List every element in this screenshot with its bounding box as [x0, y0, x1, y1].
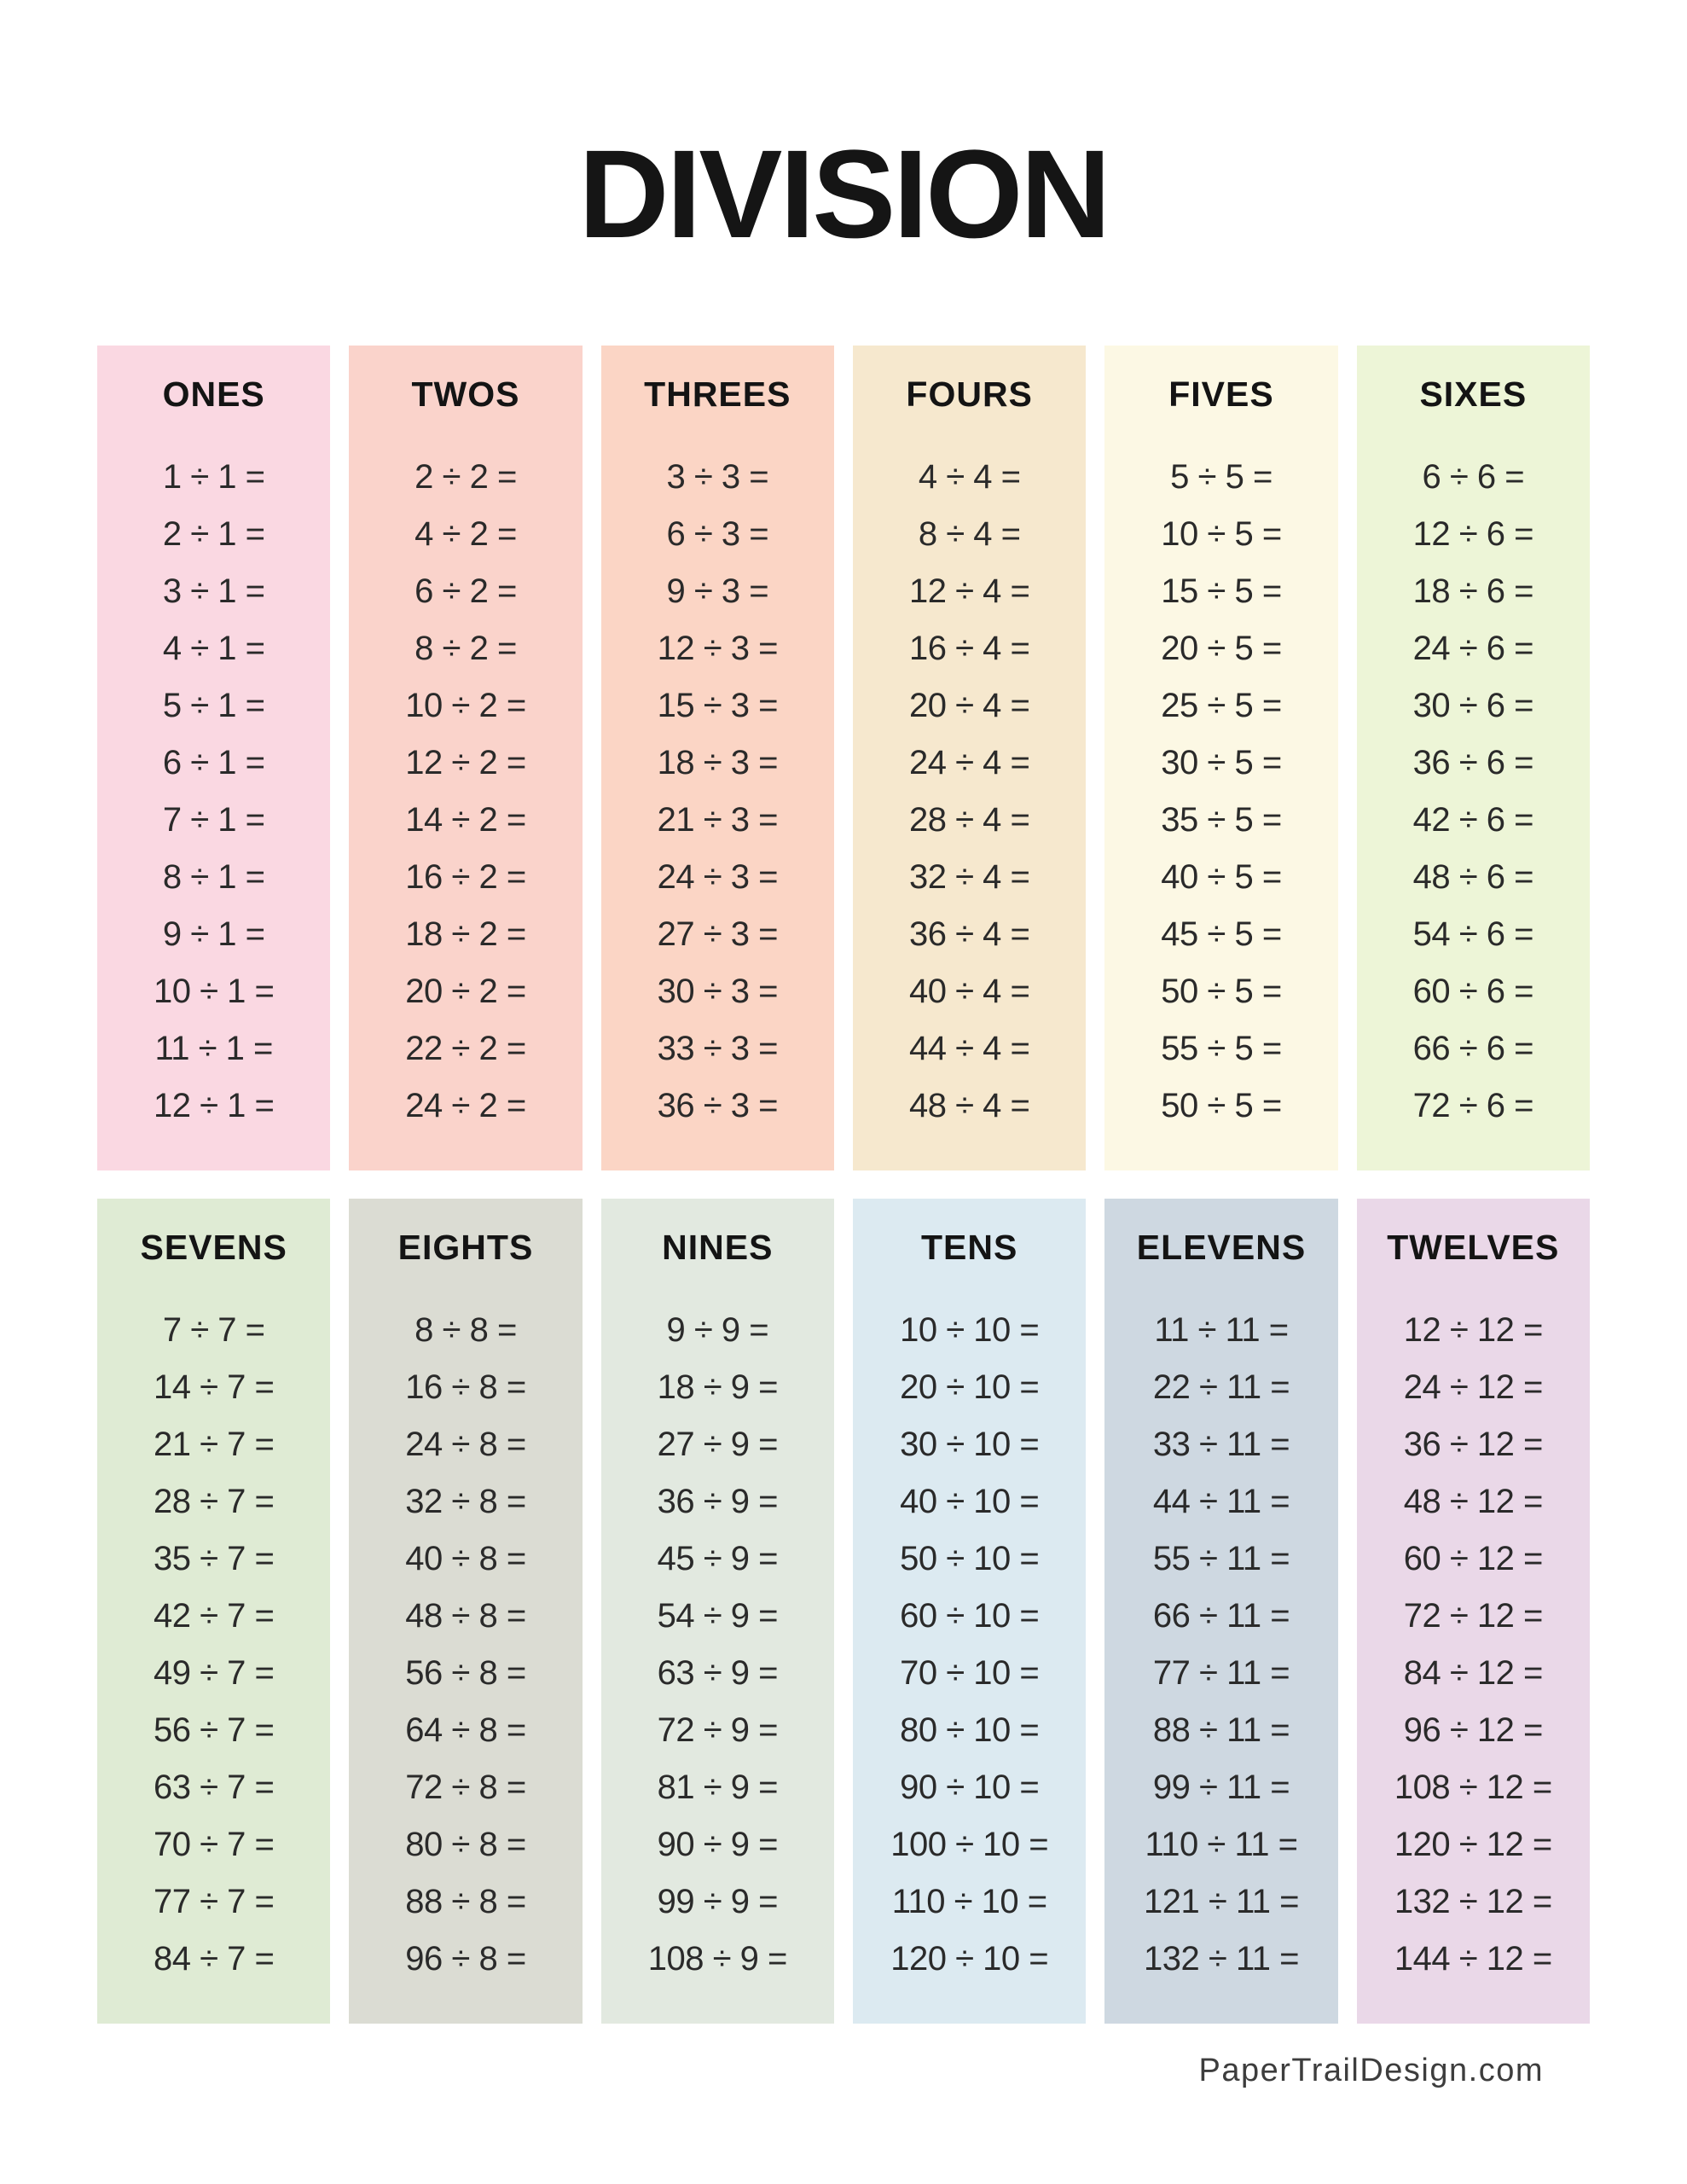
equation: 35 ÷ 7 =	[153, 1540, 275, 1577]
equation: 132 ÷ 12 =	[1394, 1883, 1552, 1920]
equation: 12 ÷ 6 =	[1412, 515, 1534, 553]
equation: 11 ÷ 1 =	[154, 1030, 273, 1067]
table-column-ones	[97, 346, 330, 1170]
equation: 9 ÷ 1 =	[162, 915, 265, 953]
equation: 48 ÷ 4 =	[908, 1087, 1030, 1124]
equation: 30 ÷ 5 =	[1161, 744, 1282, 781]
equation: 24 ÷ 3 =	[657, 858, 779, 896]
equation-list	[853, 1302, 1086, 1988]
equation: 9 ÷ 3 =	[666, 572, 769, 610]
equation-list	[349, 449, 582, 1135]
equation-list	[97, 449, 330, 1135]
equation: 14 ÷ 2 =	[405, 801, 526, 839]
table-column-threes	[601, 346, 834, 1170]
column-header: EIGHTS	[397, 1228, 534, 1267]
equation: 6 ÷ 1 =	[162, 744, 265, 781]
equation: 36 ÷ 4 =	[908, 915, 1030, 953]
division-tables-grid	[97, 346, 1590, 2024]
equation: 36 ÷ 12 =	[1403, 1426, 1543, 1463]
equation: 10 ÷ 2 =	[405, 687, 526, 724]
footer-credit: PaperTrailDesign.com	[1198, 2053, 1544, 2088]
equation: 77 ÷ 11 =	[1152, 1654, 1290, 1692]
equation: 132 ÷ 11 =	[1144, 1940, 1299, 1978]
equation: 22 ÷ 2 =	[405, 1030, 526, 1067]
equation: 80 ÷ 10 =	[900, 1711, 1040, 1749]
equation: 45 ÷ 9 =	[657, 1540, 779, 1577]
equation: 50 ÷ 5 =	[1161, 973, 1282, 1010]
equation-list	[97, 1302, 330, 1988]
equation: 72 ÷ 6 =	[1412, 1087, 1534, 1124]
equation-list	[1357, 1302, 1590, 1988]
equation: 110 ÷ 11 =	[1145, 1826, 1298, 1863]
equation: 40 ÷ 10 =	[900, 1483, 1040, 1520]
equation: 20 ÷ 5 =	[1161, 630, 1282, 667]
equation: 36 ÷ 3 =	[657, 1087, 779, 1124]
column-header: ONES	[162, 375, 265, 414]
equation: 70 ÷ 10 =	[900, 1654, 1040, 1692]
equation: 12 ÷ 1 =	[153, 1087, 275, 1124]
equation: 63 ÷ 7 =	[153, 1769, 275, 1806]
equation: 25 ÷ 5 =	[1161, 687, 1282, 724]
table-column-eights	[349, 1199, 582, 2024]
equation: 3 ÷ 3 =	[666, 458, 769, 496]
equation: 64 ÷ 8 =	[405, 1711, 526, 1749]
equation: 4 ÷ 1 =	[162, 630, 265, 667]
equation: 40 ÷ 8 =	[405, 1540, 526, 1577]
equation: 88 ÷ 11 =	[1152, 1711, 1290, 1749]
table-column-twos	[349, 346, 582, 1170]
equation: 48 ÷ 12 =	[1403, 1483, 1543, 1520]
equation: 10 ÷ 1 =	[153, 973, 275, 1010]
equation: 28 ÷ 7 =	[153, 1483, 275, 1520]
table-column-fives	[1104, 346, 1337, 1170]
equation: 81 ÷ 9 =	[657, 1769, 779, 1806]
equation: 44 ÷ 4 =	[908, 1030, 1030, 1067]
equation: 6 ÷ 6 =	[1422, 458, 1525, 496]
equation: 55 ÷ 11 =	[1152, 1540, 1290, 1577]
equation: 18 ÷ 3 =	[657, 744, 779, 781]
equation: 72 ÷ 9 =	[657, 1711, 779, 1749]
equation: 21 ÷ 3 =	[657, 801, 779, 839]
column-header: FOURS	[906, 375, 1033, 414]
equation: 66 ÷ 11 =	[1152, 1597, 1290, 1635]
equation: 35 ÷ 5 =	[1161, 801, 1282, 839]
equation: 50 ÷ 10 =	[900, 1540, 1040, 1577]
equation: 21 ÷ 7 =	[153, 1426, 275, 1463]
equation: 84 ÷ 12 =	[1403, 1654, 1543, 1692]
equation: 10 ÷ 10 =	[900, 1311, 1040, 1349]
equation: 48 ÷ 8 =	[405, 1597, 526, 1635]
equation: 30 ÷ 10 =	[900, 1426, 1040, 1463]
equation: 100 ÷ 10 =	[890, 1826, 1049, 1863]
equation: 22 ÷ 11 =	[1152, 1368, 1290, 1406]
column-header: SEVENS	[140, 1228, 287, 1267]
equation: 108 ÷ 9 =	[647, 1940, 787, 1978]
equation: 60 ÷ 10 =	[900, 1597, 1040, 1635]
table-column-sixes	[1357, 346, 1590, 1170]
equation: 30 ÷ 3 =	[657, 973, 779, 1010]
equation: 12 ÷ 4 =	[908, 572, 1030, 610]
equation: 70 ÷ 7 =	[153, 1826, 275, 1863]
equation-list	[601, 1302, 834, 1988]
equation: 4 ÷ 2 =	[415, 515, 517, 553]
equation: 72 ÷ 8 =	[405, 1769, 526, 1806]
equation: 20 ÷ 2 =	[405, 973, 526, 1010]
equation: 8 ÷ 8 =	[415, 1311, 517, 1349]
column-header: TWELVES	[1387, 1228, 1560, 1267]
equation: 99 ÷ 11 =	[1152, 1769, 1290, 1806]
equation: 40 ÷ 5 =	[1161, 858, 1282, 896]
equation: 90 ÷ 9 =	[657, 1826, 779, 1863]
table-column-nines	[601, 1199, 834, 2024]
equation-list	[349, 1302, 582, 1988]
equation: 56 ÷ 7 =	[153, 1711, 275, 1749]
equation-list	[1357, 449, 1590, 1135]
equation: 33 ÷ 3 =	[657, 1030, 779, 1067]
equation: 48 ÷ 6 =	[1412, 858, 1534, 896]
equation: 1 ÷ 1 =	[162, 458, 265, 496]
table-column-twelves	[1357, 1199, 1590, 2024]
equation: 27 ÷ 3 =	[657, 915, 779, 953]
equation-list	[1104, 449, 1337, 1135]
equation: 96 ÷ 12 =	[1403, 1711, 1543, 1749]
equation: 60 ÷ 12 =	[1403, 1540, 1543, 1577]
equation: 40 ÷ 4 =	[908, 973, 1030, 1010]
equation: 72 ÷ 12 =	[1403, 1597, 1543, 1635]
equation: 33 ÷ 11 =	[1152, 1426, 1290, 1463]
equation: 11 ÷ 11 =	[1154, 1311, 1289, 1349]
equation: 16 ÷ 2 =	[405, 858, 526, 896]
equation: 16 ÷ 4 =	[908, 630, 1030, 667]
equation: 30 ÷ 6 =	[1412, 687, 1534, 724]
equation: 6 ÷ 2 =	[415, 572, 517, 610]
equation: 5 ÷ 1 =	[162, 687, 265, 724]
equation: 12 ÷ 2 =	[405, 744, 526, 781]
column-header: ELEVENS	[1136, 1228, 1307, 1267]
equation: 18 ÷ 6 =	[1412, 572, 1534, 610]
equation-list	[853, 449, 1086, 1135]
equation: 27 ÷ 9 =	[657, 1426, 779, 1463]
equation: 12 ÷ 3 =	[657, 630, 779, 667]
equation: 54 ÷ 9 =	[657, 1597, 779, 1635]
equation: 36 ÷ 9 =	[657, 1483, 779, 1520]
equation: 42 ÷ 7 =	[153, 1597, 275, 1635]
equation: 54 ÷ 6 =	[1412, 915, 1534, 953]
equation: 16 ÷ 8 =	[405, 1368, 526, 1406]
equation: 44 ÷ 11 =	[1152, 1483, 1290, 1520]
equation: 24 ÷ 12 =	[1403, 1368, 1543, 1406]
equation: 28 ÷ 4 =	[908, 801, 1030, 839]
column-header: TENS	[920, 1228, 1018, 1267]
page-title: DIVISION	[578, 125, 1109, 264]
equation: 18 ÷ 2 =	[405, 915, 526, 953]
equation: 63 ÷ 9 =	[657, 1654, 779, 1692]
equation: 96 ÷ 8 =	[405, 1940, 526, 1978]
equation: 10 ÷ 5 =	[1161, 515, 1282, 553]
equation: 99 ÷ 9 =	[657, 1883, 779, 1920]
equation: 2 ÷ 2 =	[415, 458, 517, 496]
equation-list	[601, 449, 834, 1135]
equation: 32 ÷ 8 =	[405, 1483, 526, 1520]
equation: 42 ÷ 6 =	[1412, 801, 1534, 839]
table-column-elevens	[1104, 1199, 1337, 2024]
equation: 88 ÷ 8 =	[405, 1883, 526, 1920]
equation: 60 ÷ 6 =	[1412, 973, 1534, 1010]
equation: 144 ÷ 12 =	[1394, 1940, 1552, 1978]
equation: 55 ÷ 5 =	[1161, 1030, 1282, 1067]
equation: 110 ÷ 10 =	[891, 1883, 1047, 1920]
equation-list	[1104, 1302, 1337, 1988]
equation: 77 ÷ 7 =	[153, 1883, 275, 1920]
equation: 8 ÷ 4 =	[918, 515, 1021, 553]
column-header: NINES	[662, 1228, 774, 1267]
equation: 3 ÷ 1 =	[162, 572, 265, 610]
equation: 15 ÷ 3 =	[657, 687, 779, 724]
equation: 2 ÷ 1 =	[162, 515, 265, 553]
equation: 5 ÷ 5 =	[1170, 458, 1272, 496]
column-header: SIXES	[1419, 375, 1528, 414]
equation: 49 ÷ 7 =	[153, 1654, 275, 1692]
equation: 36 ÷ 6 =	[1412, 744, 1534, 781]
equation: 121 ÷ 11 =	[1144, 1883, 1299, 1920]
equation: 20 ÷ 4 =	[908, 687, 1030, 724]
equation: 90 ÷ 10 =	[900, 1769, 1040, 1806]
column-header: FIVES	[1168, 375, 1274, 414]
equation: 50 ÷ 5 =	[1161, 1087, 1282, 1124]
equation: 15 ÷ 5 =	[1161, 572, 1282, 610]
equation: 7 ÷ 7 =	[162, 1311, 265, 1349]
equation: 120 ÷ 12 =	[1394, 1826, 1552, 1863]
column-header: THREES	[644, 375, 791, 414]
equation: 120 ÷ 10 =	[890, 1940, 1049, 1978]
equation: 108 ÷ 12 =	[1394, 1769, 1552, 1806]
equation: 7 ÷ 1 =	[162, 801, 265, 839]
equation: 45 ÷ 5 =	[1161, 915, 1282, 953]
equation: 80 ÷ 8 =	[405, 1826, 526, 1863]
equation: 4 ÷ 4 =	[918, 458, 1021, 496]
column-header: TWOS	[411, 375, 520, 414]
equation: 24 ÷ 6 =	[1412, 630, 1534, 667]
equation: 66 ÷ 6 =	[1412, 1030, 1534, 1067]
equation: 9 ÷ 9 =	[666, 1311, 769, 1349]
table-column-sevens	[97, 1199, 330, 2024]
table-column-tens	[853, 1199, 1086, 2024]
equation: 14 ÷ 7 =	[153, 1368, 275, 1406]
equation: 84 ÷ 7 =	[153, 1940, 275, 1978]
equation: 6 ÷ 3 =	[666, 515, 769, 553]
equation: 8 ÷ 1 =	[162, 858, 265, 896]
equation: 24 ÷ 4 =	[908, 744, 1030, 781]
equation: 24 ÷ 8 =	[405, 1426, 526, 1463]
equation: 56 ÷ 8 =	[405, 1654, 526, 1692]
equation: 32 ÷ 4 =	[908, 858, 1030, 896]
table-column-fours	[853, 346, 1086, 1170]
equation: 20 ÷ 10 =	[900, 1368, 1040, 1406]
equation: 8 ÷ 2 =	[415, 630, 517, 667]
equation: 24 ÷ 2 =	[405, 1087, 526, 1124]
equation: 18 ÷ 9 =	[657, 1368, 779, 1406]
equation: 12 ÷ 12 =	[1403, 1311, 1543, 1349]
